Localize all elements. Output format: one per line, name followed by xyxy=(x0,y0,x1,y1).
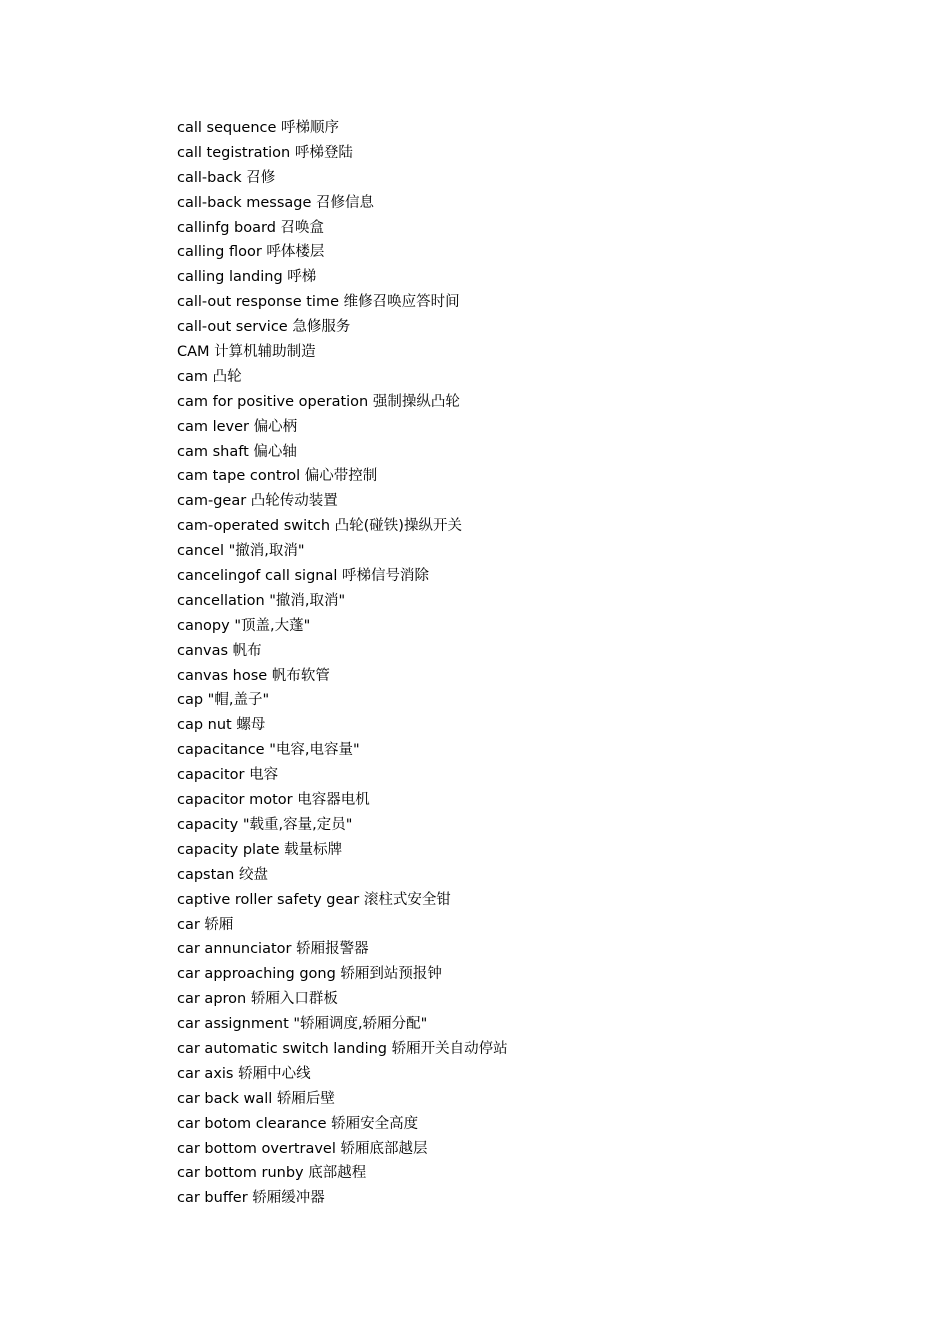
glossary-entry: cancellation "撤消,取消" xyxy=(177,592,346,609)
glossary-entry: car botom clearance 轿厢安全高度 xyxy=(177,1115,419,1132)
glossary-entry: car back wall 轿厢后壁 xyxy=(177,1090,335,1107)
glossary-entry: call-out service 急修服务 xyxy=(177,319,351,336)
glossary-entry: captive roller safety gear 滚柱式安全钳 xyxy=(177,891,451,908)
glossary-entry: canvas hose 帆布软管 xyxy=(177,667,330,684)
glossary-entry: cancel "撤消,取消" xyxy=(177,543,305,560)
glossary-entry: cap nut 螺母 xyxy=(177,717,266,734)
glossary-entry: callinfg board 召唤盒 xyxy=(177,219,325,236)
glossary-list xyxy=(177,116,508,1211)
glossary-entry: cam shaft 偏心轴 xyxy=(177,443,297,460)
glossary-entry: cam-operated switch 凸轮(碰铁)操纵开关 xyxy=(177,518,462,535)
glossary-entry: car apron 轿厢入口群板 xyxy=(177,991,338,1008)
glossary-entry: capacity plate 载量标牌 xyxy=(177,841,343,858)
glossary-entry: car annunciator 轿厢报警器 xyxy=(177,941,369,958)
glossary-entry: call-back message 召修信息 xyxy=(177,194,374,211)
glossary-entry: cam-gear 凸轮传动装置 xyxy=(177,493,338,510)
glossary-entry: canopy "顶盖,大蓬" xyxy=(177,617,311,634)
glossary-entry: car 轿厢 xyxy=(177,916,234,933)
glossary-entry: cap "帽,盖子" xyxy=(177,692,270,709)
glossary-entry: CAM 计算机辅助制造 xyxy=(177,344,316,361)
glossary-entry: calling landing 呼梯 xyxy=(177,269,317,286)
glossary-entry: car approaching gong 轿厢到站预报钟 xyxy=(177,966,442,983)
glossary-entry: call-out response time 维修召唤应答时间 xyxy=(177,294,460,311)
glossary-entry: cam 凸轮 xyxy=(177,368,242,385)
glossary-entry: car buffer 轿厢缓冲器 xyxy=(177,1190,325,1207)
glossary-entry: capacitance "电容,电容量" xyxy=(177,742,360,759)
glossary-entry: cam for positive operation 强制操纵凸轮 xyxy=(177,393,460,410)
glossary-entry: cancelingof call signal 呼梯信号消除 xyxy=(177,568,430,585)
glossary-entry: capacity "载重,容量,定员" xyxy=(177,816,353,833)
glossary-entry: car axis 轿厢中心线 xyxy=(177,1065,311,1082)
glossary-entry: capacitor motor 电容器电机 xyxy=(177,792,370,809)
glossary-entry: cam lever 偏心柄 xyxy=(177,418,298,435)
glossary-entry: car bottom overtravel 轿厢底部越层 xyxy=(177,1140,428,1157)
glossary-entry: car automatic switch landing 轿厢开关自动停站 xyxy=(177,1040,508,1057)
glossary-entry: call-back 召修 xyxy=(177,169,276,186)
glossary-entry: cam tape control 偏心带控制 xyxy=(177,468,378,485)
glossary-entry: capacitor 电容 xyxy=(177,767,279,784)
glossary-entry: call tegistration 呼梯登陆 xyxy=(177,144,353,161)
glossary-entry: canvas 帆布 xyxy=(177,642,262,659)
glossary-entry: calling floor 呼体楼层 xyxy=(177,244,325,261)
glossary-entry: car bottom runby 底部越程 xyxy=(177,1165,367,1182)
glossary-entry: call sequence 呼梯顺序 xyxy=(177,120,340,136)
glossary-entry: car assignment "轿厢调度,轿厢分配" xyxy=(177,1016,428,1033)
glossary-entry: capstan 绞盘 xyxy=(177,866,268,883)
